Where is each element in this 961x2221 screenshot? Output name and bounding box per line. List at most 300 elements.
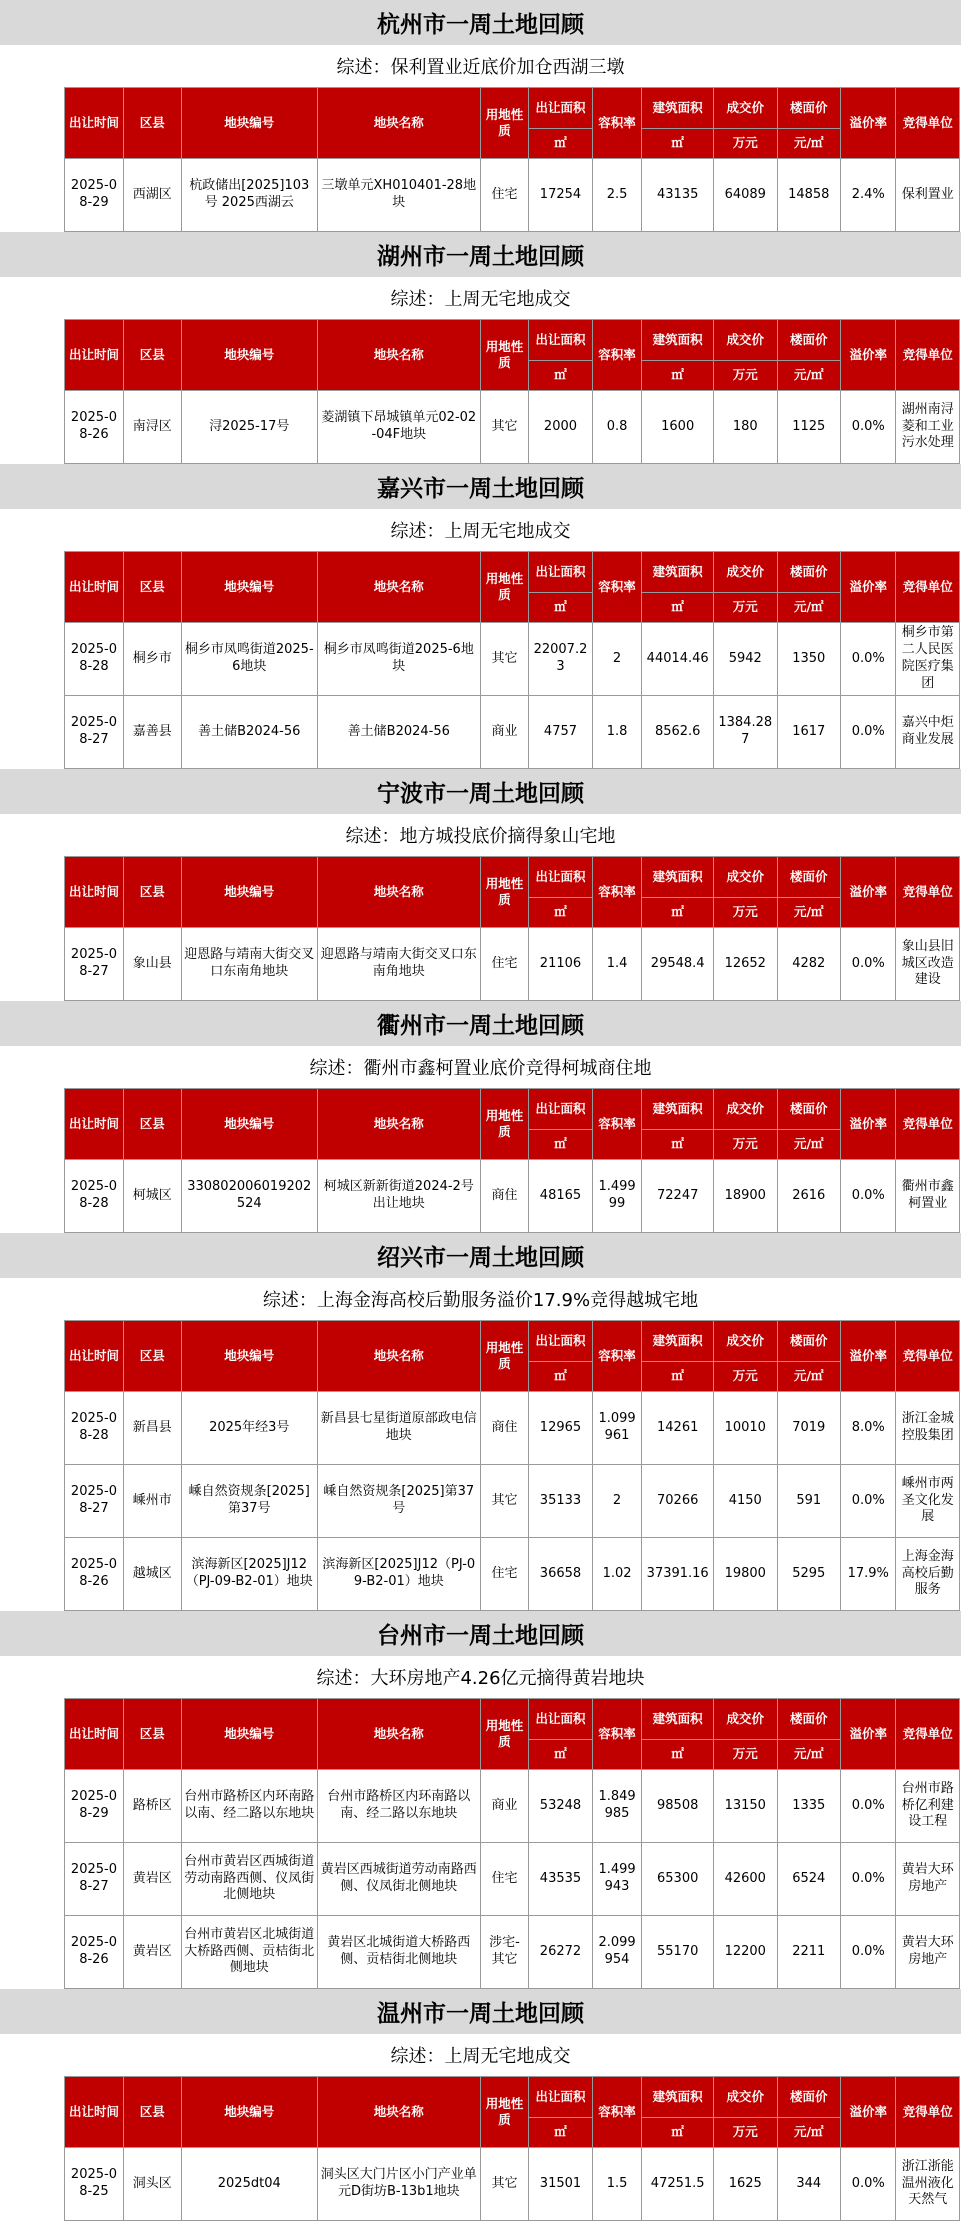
cell-land-use: 住宅 [480, 1538, 529, 1611]
unit-land-area: ㎡ [529, 1740, 593, 1770]
cell-parcel-id: 330802006019202524 [181, 1160, 317, 1233]
col-header-parcel-name: 地块名称 [317, 1699, 480, 1770]
col-header-premium: 溢价率 [841, 2077, 896, 2148]
unit-land-area: ㎡ [529, 2118, 593, 2148]
unit-price: 万元 [713, 1362, 777, 1392]
col-header-plot-ratio: 容积率 [592, 857, 642, 928]
col-header-parcel-id: 地块编号 [181, 1699, 317, 1770]
cell-plot-ratio: 2.5 [592, 159, 642, 232]
col-header-build-area: 建筑面积 [642, 1321, 714, 1362]
unit-build-area: ㎡ [642, 593, 714, 623]
cell-parcel-id: 台州市黄岩区北城街道大桥路西侧、贡桔街北侧地块 [181, 1916, 317, 1989]
cell-land-use: 其它 [480, 391, 529, 464]
cell-date: 2025-08-29 [65, 1770, 124, 1843]
table-row [65, 1392, 960, 1465]
col-header-floor-price: 楼面价 [777, 857, 841, 898]
cell-parcel-id: 2025年经3号 [181, 1392, 317, 1465]
col-header-date: 出让时间 [65, 1089, 124, 1160]
cell-plot-ratio: 1.8 [592, 696, 642, 769]
table-row [65, 1538, 960, 1611]
table-row [65, 391, 960, 464]
col-header-price: 成交价 [713, 857, 777, 898]
unit-land-area: ㎡ [529, 1130, 593, 1160]
cell-premium: 0.0% [841, 391, 896, 464]
col-header-parcel-name: 地块名称 [317, 2077, 480, 2148]
unit-floor-price: 元/㎡ [777, 1130, 841, 1160]
section-summary: 综述：保利置业近底价加仓西湖三墩 [336, 57, 625, 78]
col-header-land-use: 用地性质 [480, 857, 529, 928]
cell-parcel-id: 杭政储出[2025]103号 2025西湖云 [181, 159, 317, 232]
cell-district: 西湖区 [123, 159, 181, 232]
cell-land-use: 涉宅-其它 [480, 1916, 529, 1989]
col-header-district: 区县 [123, 1089, 181, 1160]
col-header-land-use: 用地性质 [480, 1321, 529, 1392]
cell-premium: 17.9% [841, 1538, 896, 1611]
unit-land-area: ㎡ [529, 593, 593, 623]
col-header-bidder: 竞得单位 [896, 88, 960, 159]
unit-build-area: ㎡ [642, 129, 714, 159]
cell-build-area: 29548.4 [642, 928, 714, 1001]
cell-price: 12652 [713, 928, 777, 1001]
cell-land-area: 53248 [529, 1770, 593, 1843]
table-row [65, 1843, 960, 1916]
col-header-price: 成交价 [713, 1699, 777, 1740]
unit-floor-price: 元/㎡ [777, 1740, 841, 1770]
cell-build-area: 55170 [642, 1916, 714, 1989]
col-header-bidder: 竞得单位 [896, 1321, 960, 1392]
cell-plot-ratio: 1.5 [592, 2148, 642, 2221]
land-deal-table [64, 1320, 960, 1611]
city-section-title: 台州市一周土地回顾 [0, 1611, 961, 1656]
cell-parcel-name: 桐乡市凤鸣街道2025-6地块 [317, 623, 480, 696]
cell-date: 2025-08-26 [65, 1916, 124, 1989]
cell-land-area: 2000 [529, 391, 593, 464]
col-header-district: 区县 [123, 2077, 181, 2148]
col-header-land-area: 出让面积 [529, 1699, 593, 1740]
col-header-district: 区县 [123, 552, 181, 623]
col-header-parcel-id: 地块编号 [181, 2077, 317, 2148]
cell-bidder: 保利置业 [896, 159, 960, 232]
col-header-bidder: 竞得单位 [896, 552, 960, 623]
section-summary: 综述：上周无宅地成交 [390, 2046, 571, 2067]
cell-land-area: 4757 [529, 696, 593, 769]
col-header-district: 区县 [123, 1699, 181, 1770]
cell-land-area: 43535 [529, 1843, 593, 1916]
cell-plot-ratio: 2.099954 [592, 1916, 642, 1989]
col-header-land-use: 用地性质 [480, 552, 529, 623]
col-header-bidder: 竞得单位 [896, 1089, 960, 1160]
cell-date: 2025-08-26 [65, 391, 124, 464]
col-header-build-area: 建筑面积 [642, 88, 714, 129]
unit-build-area: ㎡ [642, 1130, 714, 1160]
land-deal-table [64, 1698, 960, 1989]
col-header-district: 区县 [123, 857, 181, 928]
cell-land-area: 22007.23 [529, 623, 593, 696]
cell-parcel-name: 洞头区大门片区小门产业单元D街坊B-13b1地块 [317, 2148, 480, 2221]
col-header-build-area: 建筑面积 [642, 552, 714, 593]
col-header-floor-price: 楼面价 [777, 1089, 841, 1130]
city-section-title: 温州市一周土地回顾 [0, 1989, 961, 2034]
cell-floor-price: 2616 [777, 1160, 841, 1233]
cell-floor-price: 1335 [777, 1770, 841, 1843]
col-header-bidder: 竞得单位 [896, 2077, 960, 2148]
unit-land-area: ㎡ [529, 361, 593, 391]
cell-price: 19800 [713, 1538, 777, 1611]
cell-bidder: 桐乡市第二人民医院医疗集团 [896, 623, 960, 696]
cell-price: 180 [713, 391, 777, 464]
unit-build-area: ㎡ [642, 1362, 714, 1392]
cell-land-use: 其它 [480, 2148, 529, 2221]
col-header-parcel-id: 地块编号 [181, 320, 317, 391]
col-header-parcel-name: 地块名称 [317, 1321, 480, 1392]
cell-premium: 0.0% [841, 2148, 896, 2221]
section-summary: 综述：上周无宅地成交 [390, 289, 571, 310]
cell-district: 嵊州市 [123, 1465, 181, 1538]
col-header-floor-price: 楼面价 [777, 552, 841, 593]
city-section-title: 衢州市一周土地回顾 [0, 1001, 961, 1046]
cell-floor-price: 1350 [777, 623, 841, 696]
unit-price: 万元 [713, 129, 777, 159]
cell-plot-ratio: 1.499943 [592, 1843, 642, 1916]
cell-parcel-id: 台州市黄岩区西城街道劳动南路西侧、仪凤街北侧地块 [181, 1843, 317, 1916]
cell-premium: 0.0% [841, 1916, 896, 1989]
unit-price: 万元 [713, 2118, 777, 2148]
table-header-row [65, 88, 960, 129]
cell-land-use: 其它 [480, 623, 529, 696]
unit-build-area: ㎡ [642, 1740, 714, 1770]
cell-premium: 2.4% [841, 159, 896, 232]
col-header-premium: 溢价率 [841, 320, 896, 391]
col-header-land-area: 出让面积 [529, 1089, 593, 1130]
unit-floor-price: 元/㎡ [777, 361, 841, 391]
cell-build-area: 72247 [642, 1160, 714, 1233]
cell-district: 南浔区 [123, 391, 181, 464]
col-header-date: 出让时间 [65, 857, 124, 928]
col-header-build-area: 建筑面积 [642, 1699, 714, 1740]
section-summary: 综述：上海金海高校后勤服务溢价17.9%竞得越城宅地 [262, 1290, 699, 1311]
cell-land-area: 31501 [529, 2148, 593, 2221]
col-header-district: 区县 [123, 1321, 181, 1392]
col-header-build-area: 建筑面积 [642, 857, 714, 898]
col-header-bidder: 竞得单位 [896, 1699, 960, 1770]
col-header-build-area: 建筑面积 [642, 1089, 714, 1130]
cell-price: 12200 [713, 1916, 777, 1989]
cell-date: 2025-08-27 [65, 1843, 124, 1916]
unit-land-area: ㎡ [529, 129, 593, 159]
col-header-premium: 溢价率 [841, 1699, 896, 1770]
col-header-price: 成交价 [713, 552, 777, 593]
col-header-plot-ratio: 容积率 [592, 552, 642, 623]
cell-floor-price: 4282 [777, 928, 841, 1001]
col-header-land-area: 出让面积 [529, 1321, 593, 1362]
unit-build-area: ㎡ [642, 2118, 714, 2148]
cell-land-area: 26272 [529, 1916, 593, 1989]
cell-bidder: 嵊州市两圣文化发展 [896, 1465, 960, 1538]
cell-plot-ratio: 0.8 [592, 391, 642, 464]
col-header-date: 出让时间 [65, 552, 124, 623]
cell-parcel-id: 嵊自然资规条[2025]第37号 [181, 1465, 317, 1538]
unit-price: 万元 [713, 593, 777, 623]
cell-parcel-name: 迎恩路与靖南大街交叉口东南角地块 [317, 928, 480, 1001]
unit-price: 万元 [713, 361, 777, 391]
cell-bidder: 浙江金城控股集团 [896, 1392, 960, 1465]
unit-build-area: ㎡ [642, 898, 714, 928]
cell-land-area: 12965 [529, 1392, 593, 1465]
cell-price: 64089 [713, 159, 777, 232]
land-deal-table [64, 1088, 960, 1233]
cell-land-use: 住宅 [480, 1843, 529, 1916]
city-section-title: 绍兴市一周土地回顾 [0, 1233, 961, 1278]
cell-plot-ratio: 1.02 [592, 1538, 642, 1611]
land-deal-table [64, 87, 960, 232]
cell-parcel-name: 黄岩区西城街道劳动南路西侧、仪凤街北侧地块 [317, 1843, 480, 1916]
cell-premium: 0.0% [841, 928, 896, 1001]
cell-floor-price: 5295 [777, 1538, 841, 1611]
col-header-plot-ratio: 容积率 [592, 2077, 642, 2148]
cell-build-area: 43135 [642, 159, 714, 232]
unit-floor-price: 元/㎡ [777, 1362, 841, 1392]
cell-district: 黄岩区 [123, 1843, 181, 1916]
col-header-premium: 溢价率 [841, 1321, 896, 1392]
cell-build-area: 98508 [642, 1770, 714, 1843]
cell-land-use: 商住 [480, 1160, 529, 1233]
cell-parcel-id: 2025dt04 [181, 2148, 317, 2221]
cell-floor-price: 591 [777, 1465, 841, 1538]
cell-bidder: 黄岩大环房地产 [896, 1843, 960, 1916]
cell-district: 新昌县 [123, 1392, 181, 1465]
col-header-land-use: 用地性质 [480, 320, 529, 391]
table-header-row [65, 857, 960, 898]
cell-parcel-name: 菱湖镇下昂城镇单元02-02-04F地块 [317, 391, 480, 464]
col-header-price: 成交价 [713, 1321, 777, 1362]
col-header-land-use: 用地性质 [480, 1699, 529, 1770]
cell-parcel-name: 滨海新区[2025]J12（PJ-09-B2-01）地块 [317, 1538, 480, 1611]
table-row [65, 2148, 960, 2221]
cell-date: 2025-08-28 [65, 1160, 124, 1233]
col-header-date: 出让时间 [65, 88, 124, 159]
col-header-date: 出让时间 [65, 2077, 124, 2148]
col-header-premium: 溢价率 [841, 1089, 896, 1160]
section-summary: 综述：上周无宅地成交 [390, 521, 571, 542]
col-header-parcel-id: 地块编号 [181, 88, 317, 159]
cell-district: 桐乡市 [123, 623, 181, 696]
col-header-parcel-name: 地块名称 [317, 857, 480, 928]
cell-parcel-name: 台州市路桥区内环南路以南、经二路以东地块 [317, 1770, 480, 1843]
cell-district: 黄岩区 [123, 1916, 181, 1989]
cell-price: 1384.287 [713, 696, 777, 769]
cell-premium: 0.0% [841, 696, 896, 769]
col-header-parcel-id: 地块编号 [181, 857, 317, 928]
cell-premium: 0.0% [841, 1465, 896, 1538]
col-header-date: 出让时间 [65, 1321, 124, 1392]
cell-land-use: 商住 [480, 1392, 529, 1465]
cell-land-use: 住宅 [480, 159, 529, 232]
cell-parcel-name: 新昌县七星街道原部政电信地块 [317, 1392, 480, 1465]
land-deal-table [64, 319, 960, 464]
cell-land-use: 住宅 [480, 928, 529, 1001]
cell-premium: 0.0% [841, 623, 896, 696]
cell-land-area: 35133 [529, 1465, 593, 1538]
cell-date: 2025-08-28 [65, 1392, 124, 1465]
cell-district: 柯城区 [123, 1160, 181, 1233]
unit-floor-price: 元/㎡ [777, 2118, 841, 2148]
col-header-parcel-name: 地块名称 [317, 552, 480, 623]
cell-build-area: 14261 [642, 1392, 714, 1465]
col-header-price: 成交价 [713, 2077, 777, 2118]
cell-bidder: 浙江浙能温州液化天然气 [896, 2148, 960, 2221]
cell-land-area: 48165 [529, 1160, 593, 1233]
col-header-plot-ratio: 容积率 [592, 1321, 642, 1392]
cell-price: 5942 [713, 623, 777, 696]
cell-land-use: 商业 [480, 696, 529, 769]
cell-plot-ratio: 2 [592, 623, 642, 696]
cell-floor-price: 14858 [777, 159, 841, 232]
cell-land-area: 36658 [529, 1538, 593, 1611]
cell-parcel-name: 柯城区新新街道2024-2号出让地块 [317, 1160, 480, 1233]
table-row [65, 159, 960, 232]
cell-build-area: 65300 [642, 1843, 714, 1916]
cell-bidder: 黄岩大环房地产 [896, 1916, 960, 1989]
cell-parcel-id: 浔2025-17号 [181, 391, 317, 464]
col-header-parcel-id: 地块编号 [181, 1321, 317, 1392]
col-header-floor-price: 楼面价 [777, 1699, 841, 1740]
unit-land-area: ㎡ [529, 1362, 593, 1392]
cell-plot-ratio: 1.849985 [592, 1770, 642, 1843]
cell-build-area: 37391.16 [642, 1538, 714, 1611]
col-header-price: 成交价 [713, 320, 777, 361]
cell-floor-price: 2211 [777, 1916, 841, 1989]
col-header-district: 区县 [123, 320, 181, 391]
cell-plot-ratio: 1.099961 [592, 1392, 642, 1465]
table-row [65, 1770, 960, 1843]
cell-parcel-name: 三墩单元XH010401-28地块 [317, 159, 480, 232]
table-header-row [65, 1699, 960, 1740]
unit-floor-price: 元/㎡ [777, 129, 841, 159]
col-header-parcel-id: 地块编号 [181, 552, 317, 623]
section-summary: 综述：地方城投底价摘得象山宅地 [345, 826, 616, 847]
col-header-land-use: 用地性质 [480, 2077, 529, 2148]
cell-bidder: 衢州市鑫柯置业 [896, 1160, 960, 1233]
table-header-row [65, 2077, 960, 2118]
col-header-floor-price: 楼面价 [777, 1321, 841, 1362]
table-header-row [65, 1089, 960, 1130]
col-header-parcel-name: 地块名称 [317, 1089, 480, 1160]
cell-parcel-id: 迎恩路与靖南大街交叉口东南角地块 [181, 928, 317, 1001]
cell-bidder: 上海金海高校后勤服务 [896, 1538, 960, 1611]
cell-floor-price: 6524 [777, 1843, 841, 1916]
cell-build-area: 1600 [642, 391, 714, 464]
cell-build-area: 8562.6 [642, 696, 714, 769]
cell-bidder: 湖州南浔菱和工业污水处理 [896, 391, 960, 464]
cell-parcel-id: 台州市路桥区内环南路以南、经二路以东地块 [181, 1770, 317, 1843]
col-header-land-area: 出让面积 [529, 2077, 593, 2118]
table-header-row [65, 320, 960, 361]
unit-price: 万元 [713, 1740, 777, 1770]
unit-floor-price: 元/㎡ [777, 593, 841, 623]
cell-price: 10010 [713, 1392, 777, 1465]
col-header-land-use: 用地性质 [480, 88, 529, 159]
cell-parcel-id: 善土储B2024-56 [181, 696, 317, 769]
table-row [65, 1465, 960, 1538]
cell-floor-price: 1125 [777, 391, 841, 464]
land-deal-table [64, 856, 960, 1001]
land-deal-table [64, 551, 960, 769]
col-header-price: 成交价 [713, 88, 777, 129]
section-summary: 综述：衢州市鑫柯置业底价竞得柯城商住地 [309, 1058, 652, 1079]
col-header-date: 出让时间 [65, 1699, 124, 1770]
land-deal-table [64, 2076, 960, 2221]
cell-price: 1625 [713, 2148, 777, 2221]
col-header-land-area: 出让面积 [529, 552, 593, 593]
cell-parcel-id: 桐乡市凤鸣街道2025-6地块 [181, 623, 317, 696]
cell-district: 路桥区 [123, 1770, 181, 1843]
cell-plot-ratio: 1.49999 [592, 1160, 642, 1233]
cell-plot-ratio: 2 [592, 1465, 642, 1538]
unit-floor-price: 元/㎡ [777, 898, 841, 928]
cell-land-use: 商业 [480, 1770, 529, 1843]
cell-land-use: 其它 [480, 1465, 529, 1538]
col-header-land-area: 出让面积 [529, 320, 593, 361]
col-header-price: 成交价 [713, 1089, 777, 1130]
cell-date: 2025-08-27 [65, 1465, 124, 1538]
table-header-row [65, 1321, 960, 1362]
cell-date: 2025-08-29 [65, 159, 124, 232]
cell-build-area: 70266 [642, 1465, 714, 1538]
col-header-floor-price: 楼面价 [777, 88, 841, 129]
cell-date: 2025-08-25 [65, 2148, 124, 2221]
cell-land-area: 17254 [529, 159, 593, 232]
cell-district: 洞头区 [123, 2148, 181, 2221]
cell-bidder: 台州市路桥亿利建设工程 [896, 1770, 960, 1843]
table-header-row [65, 552, 960, 593]
cell-date: 2025-08-26 [65, 1538, 124, 1611]
cell-bidder: 嘉兴中炬商业发展 [896, 696, 960, 769]
col-header-bidder: 竞得单位 [896, 320, 960, 391]
cell-date: 2025-08-28 [65, 623, 124, 696]
cell-floor-price: 344 [777, 2148, 841, 2221]
unit-price: 万元 [713, 898, 777, 928]
cell-parcel-id: 滨海新区[2025]J12（PJ-09-B2-01）地块 [181, 1538, 317, 1611]
cell-price: 4150 [713, 1465, 777, 1538]
cell-parcel-name: 嵊自然资规条[2025]第37号 [317, 1465, 480, 1538]
table-row [65, 623, 960, 696]
cell-date: 2025-08-27 [65, 696, 124, 769]
col-header-land-use: 用地性质 [480, 1089, 529, 1160]
cell-premium: 8.0% [841, 1392, 896, 1465]
col-header-date: 出让时间 [65, 320, 124, 391]
table-row [65, 696, 960, 769]
cell-price: 42600 [713, 1843, 777, 1916]
city-section-title: 宁波市一周土地回顾 [0, 769, 961, 814]
cell-parcel-name: 黄岩区北城街道大桥路西侧、贡桔街北侧地块 [317, 1916, 480, 1989]
unit-land-area: ㎡ [529, 898, 593, 928]
col-header-parcel-id: 地块编号 [181, 1089, 317, 1160]
col-header-build-area: 建筑面积 [642, 2077, 714, 2118]
col-header-plot-ratio: 容积率 [592, 1699, 642, 1770]
unit-price: 万元 [713, 1130, 777, 1160]
cell-bidder: 象山县旧城区改造建设 [896, 928, 960, 1001]
col-header-bidder: 竞得单位 [896, 857, 960, 928]
city-section-title: 湖州市一周土地回顾 [0, 232, 961, 277]
cell-date: 2025-08-27 [65, 928, 124, 1001]
col-header-premium: 溢价率 [841, 552, 896, 623]
col-header-premium: 溢价率 [841, 88, 896, 159]
cell-floor-price: 7019 [777, 1392, 841, 1465]
cell-district: 越城区 [123, 1538, 181, 1611]
col-header-land-area: 出让面积 [529, 88, 593, 129]
cell-land-area: 21106 [529, 928, 593, 1001]
cell-price: 18900 [713, 1160, 777, 1233]
